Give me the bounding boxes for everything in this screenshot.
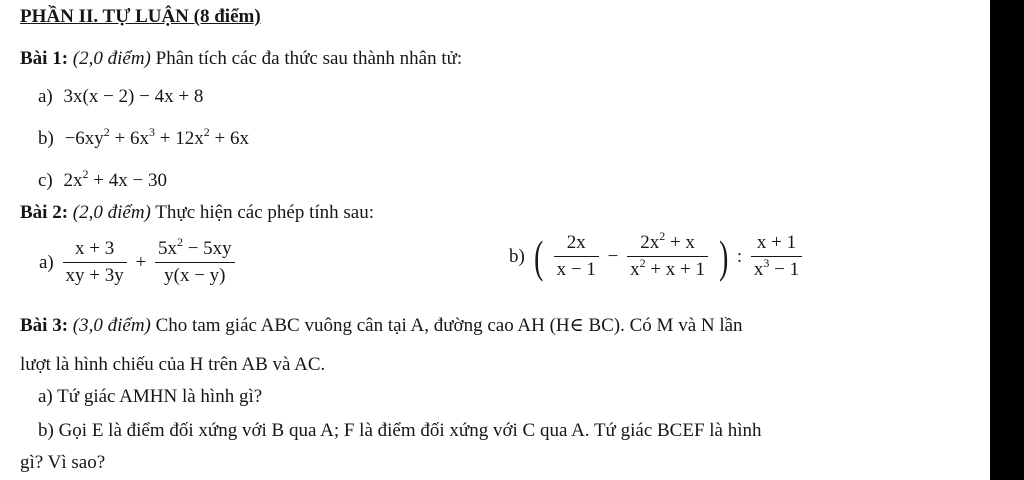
bai3-item-b: b) Gọi E là điểm đối xứng với B qua A; F là điểm đối xứng với C qua A. Tứ giác BCEF là hình xyxy=(38,420,762,441)
bai1-heading xyxy=(20,48,462,70)
bai1-item-a: a) 3x(x − 2) − 4x + 8 xyxy=(38,86,204,107)
fraction: $\frac{x + 3}{xy + 3y}$ xyxy=(63,238,127,287)
bai3-item-a: a) Tứ giác AMHN là hình gì? xyxy=(38,386,263,407)
bai1-text: Phân tích các đa thức sau thành nhân tử: xyxy=(155,48,463,69)
bai1-points: (2,0 điểm) xyxy=(72,48,151,69)
bai1-label: Bài 1: xyxy=(20,48,69,69)
bai3-line2: lượt là hình chiếu của H trên AB và AC. xyxy=(20,354,326,375)
bai3-line1: Bài 3: (3,0 điểm) Cho tam giác ABC vuông cân tại A, đường cao AH (H∈ BC). Có M và N lần xyxy=(20,315,743,336)
fraction: $\frac{x + 1}{x^3 - 1}$ xyxy=(751,232,802,281)
right-edge-bar xyxy=(990,0,1024,480)
bai3-item-b-cont: gì? Vì sao? xyxy=(20,452,106,473)
fraction: $\frac{5x^2 - 5xy}{y(x - y)}$ xyxy=(155,238,235,287)
bai2-item-b: b) ( $\frac{2x}{x - 1}$ − $\frac{2x^2 + x}{x^2 + x + 1}$ ) : $\frac{x + 1}{x^3 - 1}$ xyxy=(508,230,805,283)
bai2-heading: Bài 2: (2,0 điểm) Thực hiện các phép tính sau: xyxy=(20,202,374,223)
bai2-item-a: a) $\frac{x + 3}{xy + 3y}$ + $\frac{5x^2 - 5xy}{y(x - y)}$ xyxy=(38,238,238,287)
bai1-item-c: c) $2x^2 + 4x - 30$ xyxy=(38,167,167,191)
fraction: $\frac{2x^2 + x}{x^2 + x + 1}$ xyxy=(627,232,708,281)
section-title: PHẦN II. TỰ LUẬN (8 điểm) xyxy=(20,6,261,27)
bai1-item-b: $b) -6xy^2 + 6x^3 + 12x^2 + 6x$ xyxy=(38,125,249,149)
fraction: $\frac{2x}{x - 1}$ xyxy=(554,232,599,281)
